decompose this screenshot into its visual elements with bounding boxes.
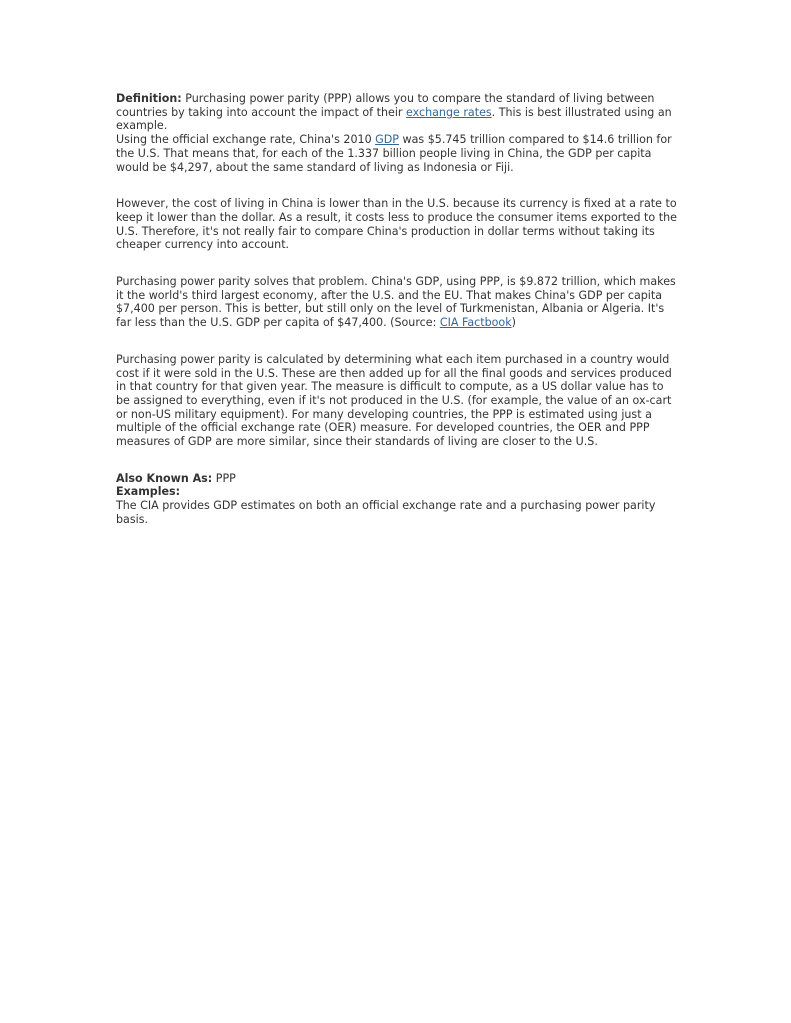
cost-of-living-paragraph: However, the cost of living in China is lower than in the U.S. because its currency is fixed at a rate to keep it lower than the dollar. As a result, it costs less to produce the consumer items exported to the U.S. Therefore, it's not really fair to compare China's production in dollar terms without taking its cheaper currency into account. [116, 197, 677, 252]
also-known-as-label: Also Known As: [116, 471, 213, 485]
examples-text: The CIA provides GDP estimates on both an official exchange rate and a purchasing power parity basis. [116, 499, 656, 526]
examples-label-line [116, 485, 678, 499]
cia-factbook-link[interactable]: CIA Factbook [439, 316, 512, 330]
definition-text-2: . This is best illustrated using an example. [116, 105, 672, 133]
paragraph-spacer [116, 330, 678, 353]
article-body [116, 92, 678, 527]
exchange-rates-link[interactable]: exchange rates [406, 105, 492, 119]
paragraph-spacer [116, 252, 678, 275]
examples-label: Examples: [116, 485, 181, 499]
gdp-link[interactable]: GDP [375, 133, 400, 147]
definition-label: Definition: [116, 92, 182, 105]
also-known-as-line [116, 472, 678, 486]
ppp-calculation-paragraph: Purchasing power parity is calculated by determining what each item purchased in a country would cost if it were sold in the U.S. These are then added up for all the final goods and services produced in that country for that given year. The measure is difficult to compute, as a US dollar value has to be assigned to everything, even if it's not produced in the U.S. (for example, the value of an ox-cart or non-US military equipment). For many developing countries, the PPP is estimated using just a multiple of the official exchange rate (OER) measure. For developed countries, the OER and PPP measures of GDP are more similar, since their standards of living are closer to the U.S. [116, 352, 672, 449]
paragraph-spacer [116, 174, 678, 197]
ppp-solution-paragraph [116, 275, 678, 330]
definition-text-1: Purchasing power parity (PPP) allows you to compare the standard of living between countries by taking into account the impact of their [116, 92, 655, 119]
example-text-2: was $5.745 trillion compared to $14.6 trillion for the U.S. That means that, for each of the 1.337 billion people living in China, the GDP per capita would be $4,297, about the same standard of living as Indonesia or Fiji. [116, 133, 672, 174]
example-text-1: Using the official exchange rate, China's 2010 [116, 133, 376, 147]
also-known-as-value: PPP [212, 471, 236, 485]
closing-paren: ) [511, 316, 516, 330]
definition-paragraph [116, 92, 678, 174]
ppp-solution-text: Purchasing power parity solves that problem. China's GDP, using PPP, is $9.872 trillion, which makes it the world's third largest economy, after the U.S. and the EU. That makes China's GDP per capita $7,400 per person. This is better, but still only on the level of Turkmenistan, Albania or Algeria. It's far less than the U.S. GDP per capita of $47,400. (Source: [116, 275, 676, 330]
paragraph-spacer [116, 449, 678, 472]
